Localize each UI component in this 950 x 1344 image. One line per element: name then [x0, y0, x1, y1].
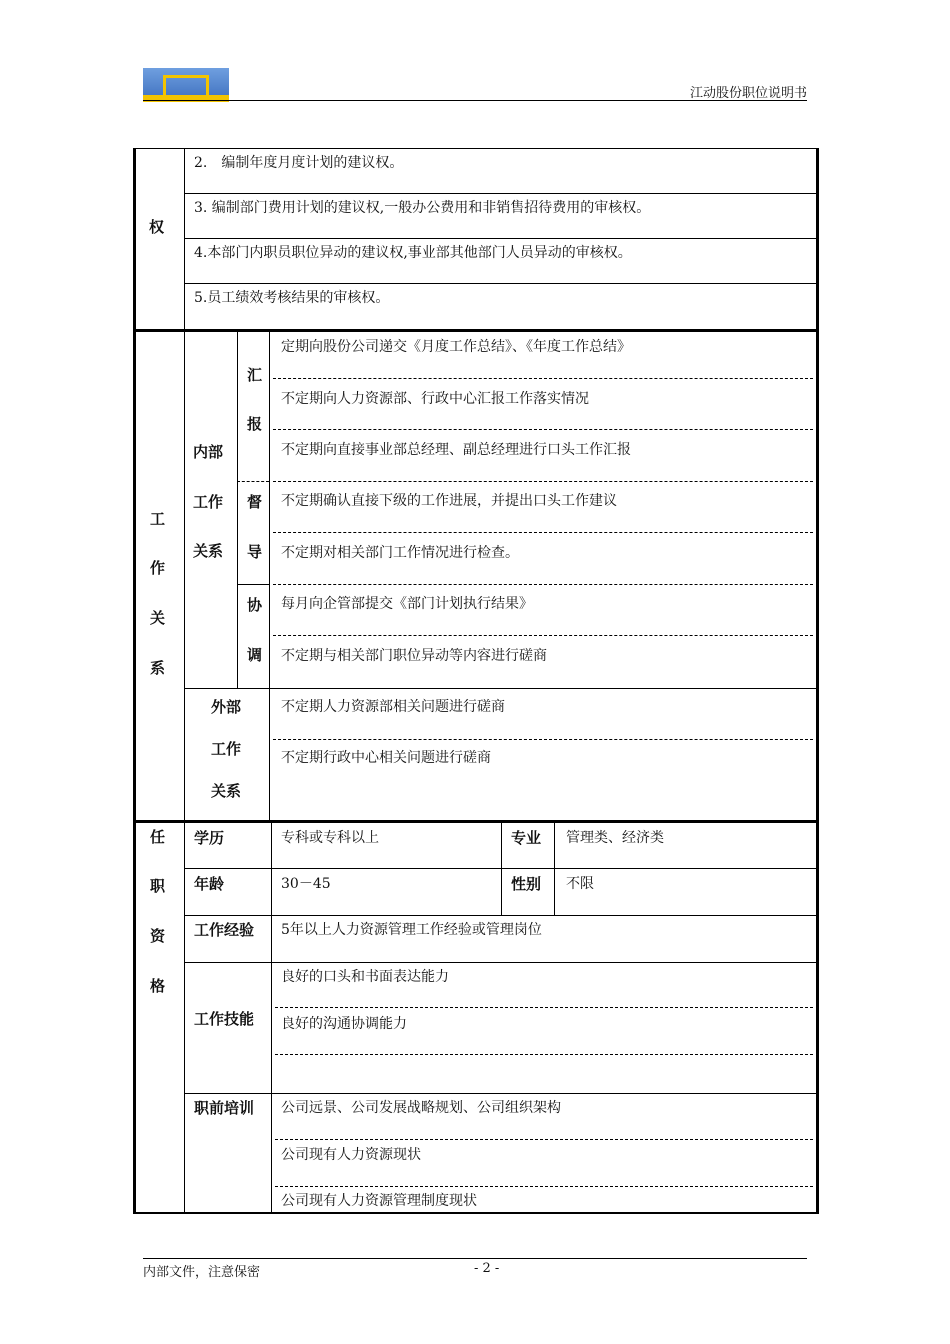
relation-row: 定期向股份公司递交《月度工作总结》、《年度工作总结》	[281, 339, 631, 355]
skills-label: 工作技能	[194, 1010, 255, 1028]
report-char: 汇	[247, 366, 263, 384]
internal-label: 内部	[193, 443, 224, 461]
internal-label: 关系	[193, 542, 224, 560]
relation-row: 不定期与相关部门职位异动等内容进行磋商	[281, 648, 547, 664]
external-label: 外部	[211, 698, 242, 716]
authority-item: 5.员工绩效考核结果的审核权。	[194, 290, 390, 306]
document-title: 江动股份职位说明书	[689, 86, 807, 101]
external-row: 不定期人力资源部相关问题进行磋商	[281, 699, 505, 715]
age-value: 30－45	[281, 876, 331, 892]
authority-item: 3. 编制部门费用计划的建议权,一般办公费用和非销售招待费用的审核权。	[194, 200, 651, 216]
authority-item: 4.本部门内职员职位异动的建议权,事业部其他部门人员异动的审核权。	[194, 245, 632, 261]
experience-value: 5年以上人力资源管理工作经验或管理岗位	[281, 922, 542, 938]
qualification-section-char: 职	[150, 877, 166, 895]
page-number: - 2 -	[474, 1261, 500, 1276]
skill-item: 良好的口头和书面表达能力	[281, 969, 449, 985]
relations-section-char: 作	[150, 559, 166, 577]
authority-section-label: 权	[149, 218, 165, 236]
authority-item: 2. 编制年度月度计划的建议权。	[194, 155, 404, 171]
training-label: 职前培训	[194, 1099, 255, 1117]
training-item: 公司现有人力资源现状	[281, 1147, 421, 1163]
major-label: 专业	[511, 829, 542, 847]
external-row: 不定期行政中心相关问题进行磋商	[281, 750, 491, 766]
supervise-char: 导	[247, 543, 263, 561]
coord-char: 调	[247, 646, 263, 664]
relation-row: 不定期对相关部门工作情况进行检查。	[281, 545, 519, 561]
relation-row: 每月向企管部提交《部门计划执行结果》	[281, 596, 533, 612]
qualification-section-char: 资	[150, 927, 166, 945]
training-item: 公司现有人力资源管理制度现状	[281, 1193, 477, 1209]
coord-char: 协	[247, 596, 263, 614]
qualification-section-char: 格	[150, 977, 166, 995]
age-label: 年龄	[194, 875, 225, 893]
gender-value: 不限	[566, 876, 594, 892]
experience-label: 工作经验	[194, 921, 255, 939]
job-description-table	[133, 148, 820, 1214]
relation-row: 不定期向直接事业部总经理、副总经理进行口头工作汇报	[281, 442, 631, 458]
training-item: 公司远景、公司发展战略规划、公司组织架构	[281, 1100, 561, 1116]
education-value: 专科或专科以上	[281, 830, 379, 846]
external-label: 关系	[211, 782, 242, 800]
company-logo	[143, 68, 229, 102]
internal-label: 工作	[193, 493, 224, 511]
major-value: 管理类、经济类	[566, 830, 664, 846]
report-char: 报	[247, 415, 263, 433]
footer-rule	[143, 1258, 807, 1259]
relations-section-char: 工	[150, 510, 166, 528]
relation-row: 不定期确认直接下级的工作进展，并提出口头工作建议	[281, 493, 617, 509]
supervise-char: 督	[247, 493, 263, 511]
education-label: 学历	[194, 829, 225, 847]
relation-row: 不定期向人力资源部、行政中心汇报工作落实情况	[281, 391, 589, 407]
external-label: 工作	[211, 740, 242, 758]
confidential-note: 内部文件，注意保密	[143, 1265, 261, 1280]
relations-section-char: 系	[150, 659, 166, 677]
qualification-section-char: 任	[150, 828, 166, 846]
relations-section-char: 关	[150, 609, 166, 627]
skill-item: 良好的沟通协调能力	[281, 1016, 407, 1032]
gender-label: 性别	[511, 875, 542, 893]
